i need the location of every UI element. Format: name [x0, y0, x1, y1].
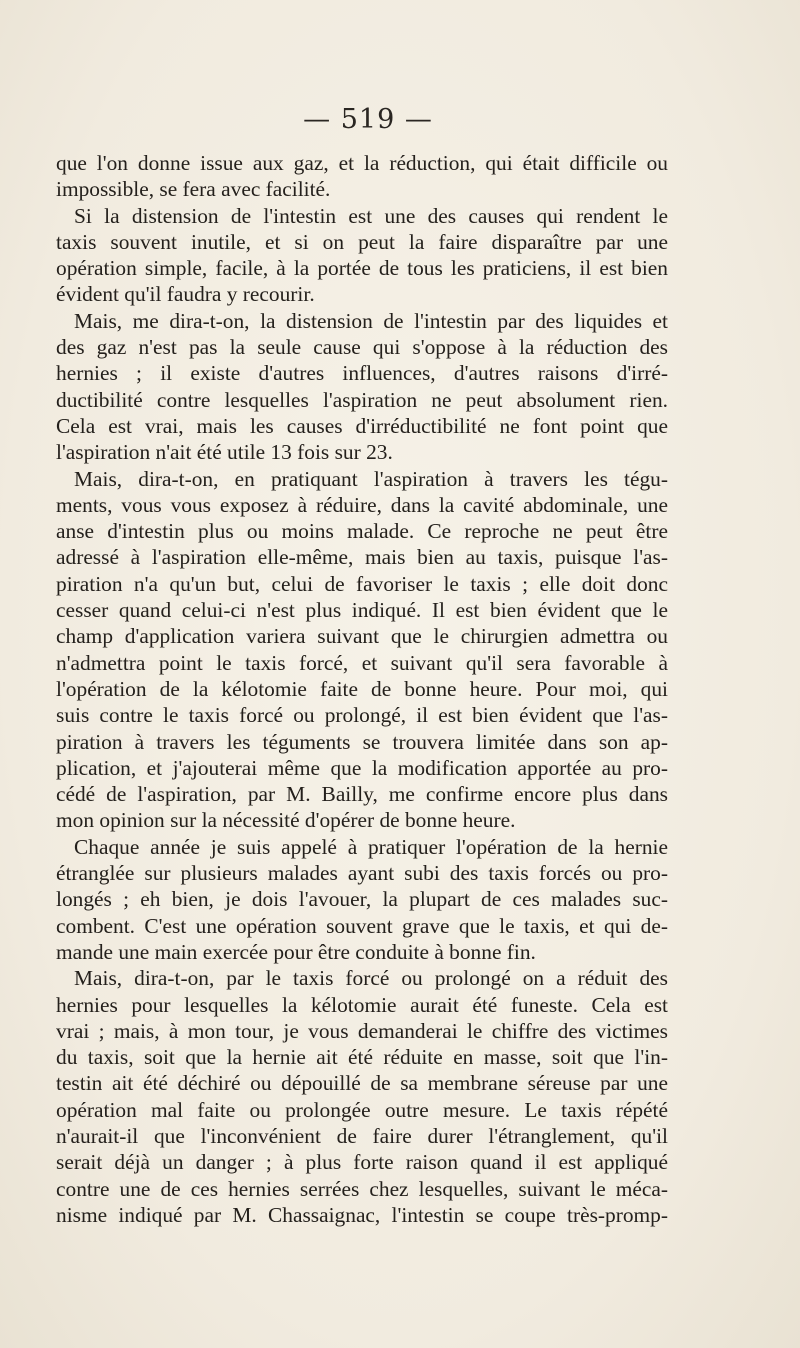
text-line: des gaz n'est pas la seule cause qui s'oppose à la réduction des	[56, 335, 668, 360]
text-line: suis contre le taxis forcé ou prolongé, il est bien évident que l'as-	[56, 703, 668, 728]
paragraph	[56, 466, 668, 834]
text-line: étranglée sur plusieurs malades ayant subi des taxis forcés ou pro-	[56, 861, 668, 886]
page-number: — 519 —	[303, 104, 433, 135]
text-line: Si la distension de l'intestin est une des causes qui rendent le	[74, 203, 668, 228]
text-line: anse d'intestin plus ou moins malade. Ce reproche ne peut être	[56, 519, 668, 544]
text-line: hernies ; il existe d'autres influences, d'autres raisons d'irré-	[56, 361, 668, 386]
text-line: n'admettra point le taxis forcé, et suivant qu'il sera favorable à	[56, 650, 668, 675]
paragraph	[56, 308, 668, 466]
text-line: cédé de l'aspiration, par M. Bailly, me confirme encore plus dans	[56, 782, 668, 807]
paragraph	[56, 834, 668, 965]
paragraph	[56, 965, 668, 1228]
text-line: impossible, se fera avec facilité.	[56, 177, 331, 202]
text-line: l'opération de la kélotomie faite de bonne heure. Pour moi, qui	[56, 676, 668, 701]
text-line: plication, et j'ajouterai même que la modification apportée au pro-	[56, 755, 668, 780]
text-line: nisme indiqué par M. Chassaignac, l'intestin se coupe très-promp-	[56, 1202, 668, 1227]
paragraph	[56, 203, 668, 308]
text-line: cesser quand celui-ci n'est plus indiqué. Il est bien évident que le	[56, 598, 668, 623]
text-line: Cela est vrai, mais les causes d'irréductibilité ne font point que	[56, 413, 668, 438]
text-line: mon opinion sur la nécessité d'opérer de bonne heure.	[56, 808, 516, 833]
body-text	[56, 150, 668, 1228]
text-line: mande une main exercée pour être conduite à bonne fin.	[56, 939, 536, 964]
text-line: Mais, dira-t-on, par le taxis forcé ou prolongé on a réduit des	[74, 966, 668, 991]
text-line: évident qu'il faudra y recourir.	[56, 282, 315, 307]
text-line: ments, vous vous exposez à réduire, dans la cavité abdominale, une	[56, 492, 668, 517]
text-line: Mais, me dira-t-on, la distension de l'intestin par des liquides et	[74, 308, 668, 333]
text-line: contre une de ces hernies serrées chez lesquelles, suivant le méca-	[56, 1176, 668, 1201]
text-line: longés ; eh bien, je dois l'avouer, la plupart de ces malades suc-	[56, 887, 668, 912]
text-line: testin ait été déchiré ou dépouillé de sa membrane séreuse par une	[56, 1071, 668, 1096]
text-line: vrai ; mais, à mon tour, je vous demanderai le chiffre des victimes	[56, 1018, 668, 1043]
text-line: piration n'a qu'un but, celui de favoriser le taxis ; elle doit donc	[56, 571, 668, 596]
text-line: adressé à l'aspiration elle-même, mais bien au taxis, puisque l'as-	[56, 545, 668, 570]
text-line: l'aspiration n'ait été utile 13 fois sur 23.	[56, 440, 393, 465]
text-line: que l'on donne issue aux gaz, et la réduction, qui était difficile ou	[56, 151, 668, 175]
text-line: piration à travers les téguments se trouvera limitée dans son ap-	[56, 729, 668, 754]
text-line: ductibilité contre lesquelles l'aspiration ne peut absolument rien.	[56, 387, 668, 412]
text-line: serait déjà un danger ; à plus forte raison quand il est appliqué	[56, 1150, 668, 1175]
text-line: du taxis, soit que la hernie ait été réduite en masse, soit que l'in-	[56, 1045, 668, 1070]
text-line: combent. C'est une opération souvent grave que le taxis, et qui de-	[56, 913, 668, 938]
text-line: Chaque année je suis appelé à pratiquer l'opération de la hernie	[74, 834, 668, 859]
text-line: n'aurait-il que l'inconvénient de faire durer l'étranglement, qu'il	[56, 1123, 668, 1148]
text-line: opération simple, facile, à la portée de tous les praticiens, il est bien	[56, 256, 668, 281]
text-line: Mais, dira-t-on, en pratiquant l'aspiration à travers les tégu-	[74, 466, 668, 491]
text-line: champ d'application variera suivant que le chirurgien admettra ou	[56, 624, 668, 649]
text-line: hernies pour lesquelles la kélotomie aurait été funeste. Cela est	[56, 992, 668, 1017]
text-line: taxis souvent inutile, et si on peut la faire disparaître par une	[56, 229, 668, 254]
paragraph	[56, 150, 668, 203]
text-line: opération mal faite ou prolongée outre mesure. Le taxis répété	[56, 1097, 668, 1122]
